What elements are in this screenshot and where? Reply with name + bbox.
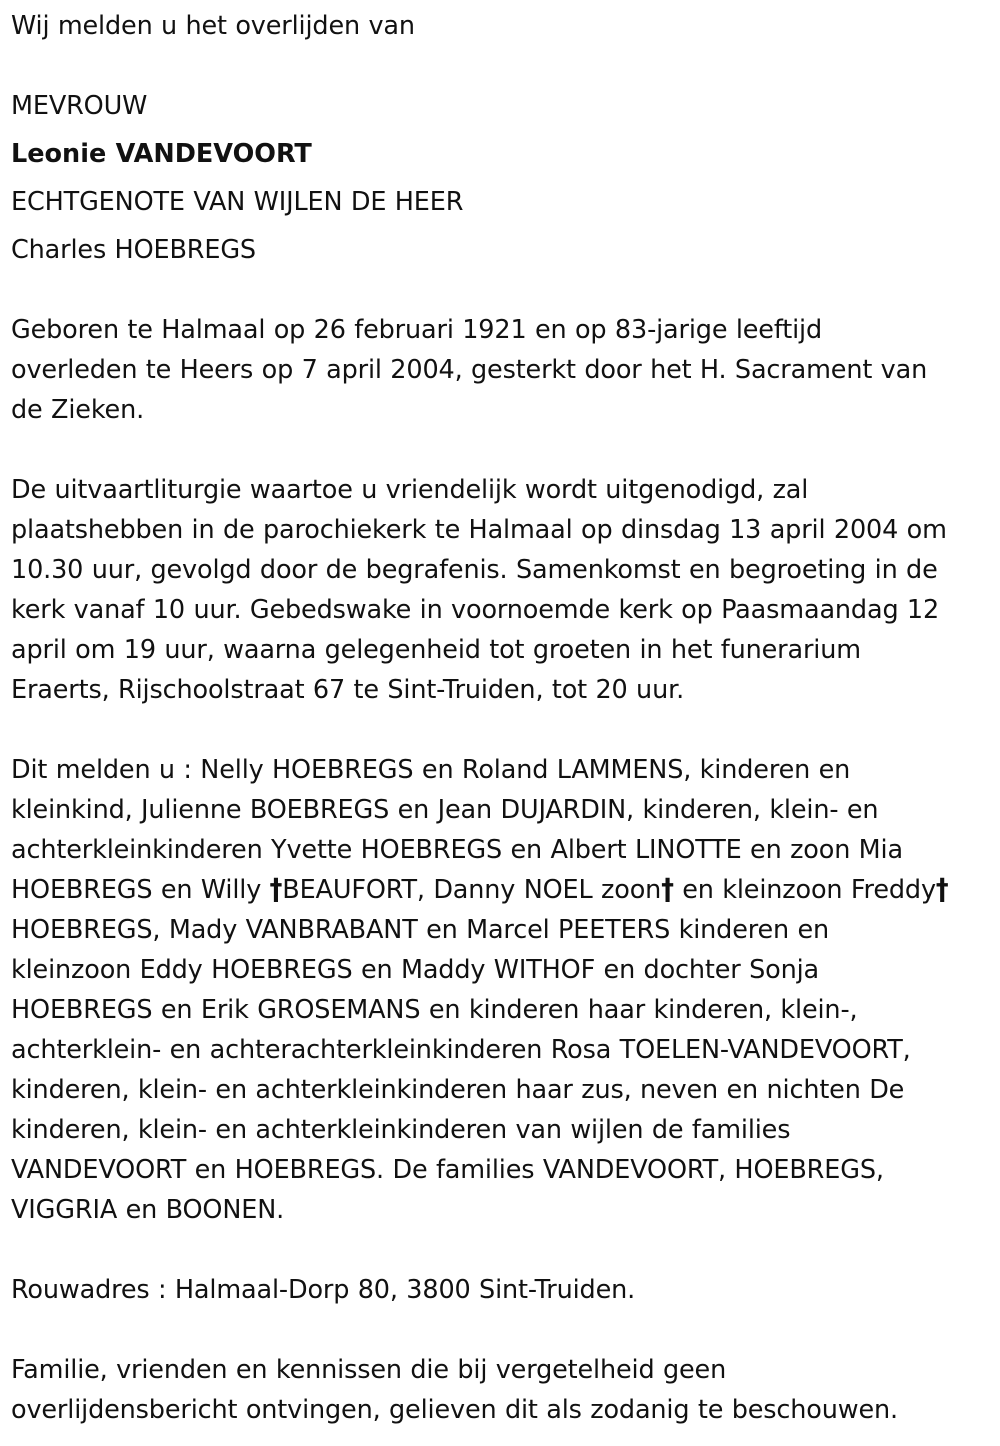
paragraph-line: Familie, vrienden en kennissen die bij vergetelheid geen xyxy=(11,1355,727,1385)
family-paragraph xyxy=(11,750,996,1230)
intro-text: Wij melden u het overlijden van xyxy=(11,11,415,41)
paragraph-line: overleden te Heers op 7 april 2004, gesterkt door het H. Sacrament van xyxy=(11,355,928,385)
funeral-paragraph xyxy=(11,470,996,710)
paragraph-line xyxy=(11,870,996,910)
paragraph-line: VIGGRIA en BOONEN. xyxy=(11,1195,285,1225)
deceased-name: Leonie VANDEVOORT xyxy=(11,139,312,169)
spouse-name: Charles HOEBREGS xyxy=(11,235,256,265)
paragraph-line: kinderen, klein- en achterkleinkinderen van wijlen de families xyxy=(11,1115,791,1145)
paragraph-line: achterkleinkinderen Yvette HOEBREGS en Albert LINOTTE en zoon Mia xyxy=(11,835,903,865)
paragraph-line: VANDEVOORT en HOEBREGS. De families VANDEVOORT, HOEBREGS, xyxy=(11,1155,884,1185)
paragraph-line: achterklein- en achterachterkleinkinderen Rosa TOELEN-VANDEVOORT, xyxy=(11,1035,911,1065)
cross-icon: † xyxy=(269,872,283,908)
paragraph-line: 10.30 uur, gevolgd door de begrafenis. Samenkomst en begroeting in de xyxy=(11,555,938,585)
paragraph-line: HOEBREGS, Mady VANBRABANT en Marcel PEETERS kinderen en xyxy=(11,915,830,945)
birth-death-paragraph xyxy=(11,310,996,430)
paragraph-line: overlijdensbericht ontvingen, gelieven dit als zodanig te beschouwen. xyxy=(11,1395,898,1425)
cross-icon: † xyxy=(935,872,949,908)
paragraph-line: kinderen, klein- en achterkleinkinderen haar zus, neven en nichten De xyxy=(11,1075,905,1105)
paragraph-line: Eraerts, Rijschoolstraat 67 te Sint-Truiden, tot 20 uur. xyxy=(11,675,685,705)
closing-paragraph xyxy=(11,1350,996,1430)
mourning-address: Rouwadres : Halmaal-Dorp 80, 3800 Sint-Truiden. xyxy=(11,1275,636,1305)
paragraph-line: kleinzoon Eddy HOEBREGS en Maddy WITHOF en dochter Sonja xyxy=(11,955,820,985)
paragraph-line: Geboren te Halmaal op 26 februari 1921 en op 83-jarige leeftijd xyxy=(11,315,822,345)
paragraph-line: plaatshebben in de parochiekerk te Halmaal op dinsdag 13 april 2004 om xyxy=(11,515,947,545)
relation-text: ECHTGENOTE VAN WIJLEN DE HEER xyxy=(11,187,464,217)
paragraph-line: kleinkind, Julienne BOEBREGS en Jean DUJARDIN, kinderen, klein- en xyxy=(11,795,879,825)
text-segment: BEAUFORT, Danny NOEL zoon xyxy=(282,875,662,905)
paragraph-line: april om 19 uur, waarna gelegenheid tot groeten in het funerarium xyxy=(11,635,861,665)
cross-icon: † xyxy=(661,872,674,908)
paragraph-line: kerk vanaf 10 uur. Gebedswake in voornoemde kerk op Paasmaandag 12 xyxy=(11,595,940,625)
paragraph-line: HOEBREGS en Erik GROSEMANS en kinderen haar kinderen, klein-, xyxy=(11,995,858,1025)
text-segment: en kleinzoon Freddy xyxy=(673,875,936,905)
paragraph-line: Dit melden u : Nelly HOEBREGS en Roland LAMMENS, kinderen en xyxy=(11,755,851,785)
paragraph-line: De uitvaartliturgie waartoe u vriendelijk wordt uitgenodigd, zal xyxy=(11,475,809,505)
death-notice xyxy=(11,6,996,1430)
text-segment: HOEBREGS en Willy xyxy=(11,875,270,905)
deceased-title: MEVROUW xyxy=(11,91,148,121)
paragraph-line: de Zieken. xyxy=(11,395,145,425)
